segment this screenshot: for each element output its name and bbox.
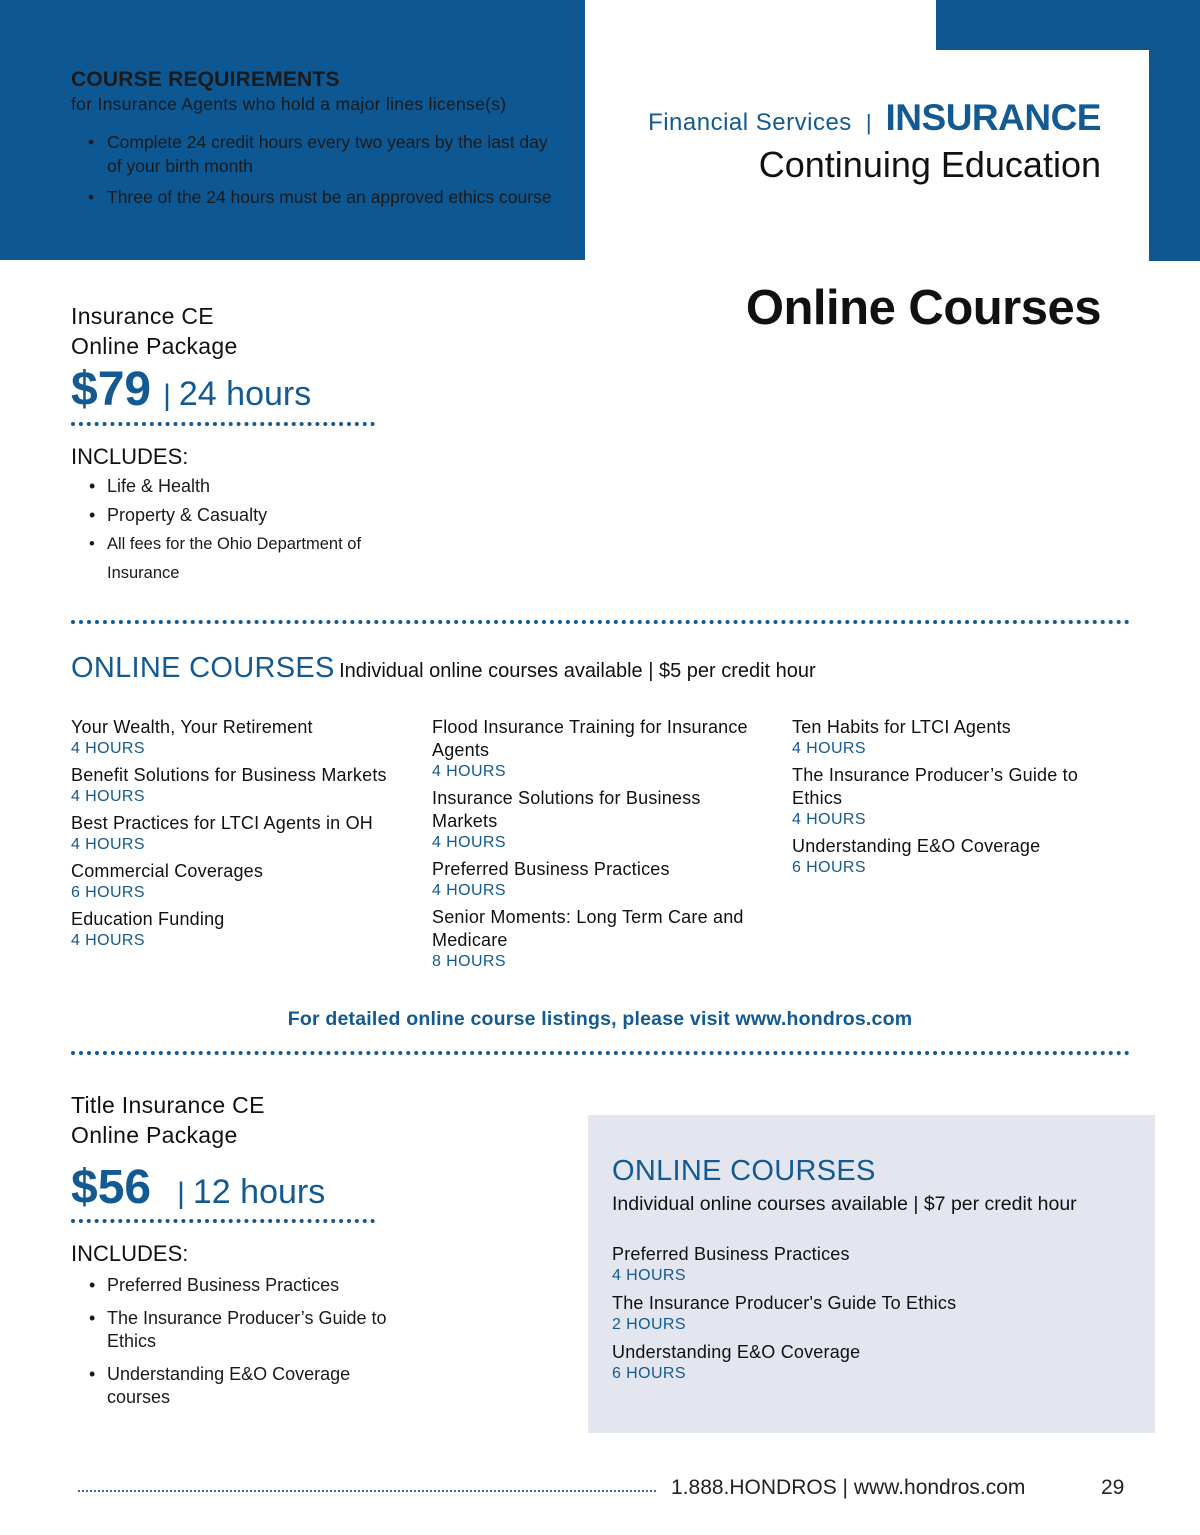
course-name: Senior Moments: Long Term Care and Medicare — [432, 907, 744, 950]
title-courses-heading: ONLINE COURSES — [612, 1155, 876, 1187]
package1-includes-list — [89, 472, 409, 588]
list-item: • Preferred Business Practices — [89, 1274, 389, 1297]
package1-price: $79 — [71, 363, 152, 416]
course-name: The Insurance Producer’s Guide to Ethics — [792, 765, 1079, 808]
requirements-list — [88, 130, 558, 216]
list-item — [432, 716, 752, 782]
package2-includes-list — [89, 1274, 389, 1419]
brand-line — [648, 97, 1101, 139]
course-hours: 8 HOURS — [432, 953, 506, 970]
list-item — [71, 860, 421, 903]
course-hours: 4 HOURS — [792, 740, 866, 757]
list-item: • All fees for the Ohio Department of — [89, 530, 409, 559]
course-hours: 4 HOURS — [432, 763, 506, 780]
list-item — [71, 764, 421, 807]
section-divider — [71, 1051, 1130, 1055]
list-item: • The Insurance Producer’s Guide to Ethics — [89, 1307, 389, 1353]
course-column-3 — [792, 716, 1112, 883]
list-item: • Understanding E&O Coverage courses — [89, 1363, 367, 1409]
corner-accent-top — [936, 0, 1200, 50]
course-name: Your Wealth, Your Retirement — [71, 717, 313, 737]
package2-price-separator: | — [177, 1177, 185, 1210]
package1-name-line1: Insurance CE — [71, 303, 214, 329]
course-hours: 4 HOURS — [612, 1267, 686, 1284]
course-name: Understanding E&O Coverage — [612, 1342, 861, 1362]
list-item — [71, 908, 421, 951]
title-courses-list — [612, 1243, 1132, 1390]
list-item: • Life & Health — [89, 472, 409, 501]
course-name: Preferred Business Practices — [432, 859, 670, 879]
package2-price-line — [71, 1160, 325, 1215]
package2-price: $56 — [71, 1161, 152, 1214]
course-name: Education Funding — [71, 909, 225, 929]
list-item-continuation: Insurance — [107, 564, 180, 582]
package1-divider — [71, 422, 375, 426]
package1-includes-label: INCLUDES: — [71, 444, 189, 469]
package2-hours: 12 hours — [192, 1173, 326, 1211]
requirement-item: • Complete 24 credit hours every two years by the last day of your birth month — [88, 130, 558, 178]
course-hours: 4 HOURS — [71, 788, 145, 805]
package2-includes-label: INCLUDES: — [71, 1241, 189, 1266]
package1-price-line — [71, 362, 311, 417]
footer-contact: 1.888.HONDROS | www.hondros.com — [671, 1476, 1026, 1499]
course-hours: 2 HOURS — [612, 1316, 686, 1333]
list-item: • Property & Casualty — [89, 501, 409, 530]
course-hours: 4 HOURS — [71, 836, 145, 853]
course-name: The Insurance Producer's Guide To Ethics — [612, 1293, 957, 1313]
course-column-2 — [432, 716, 752, 977]
package2-divider — [71, 1219, 375, 1223]
course-hours: 4 HOURS — [71, 740, 145, 757]
online-courses-subtitle: Individual online courses available | $5 per credit hour — [339, 660, 816, 682]
course-hours: 4 HOURS — [71, 932, 145, 949]
course-hours: 6 HOURS — [612, 1365, 686, 1382]
course-name: Benefit Solutions for Business Markets — [71, 765, 387, 785]
list-item — [432, 858, 752, 901]
package2-name-line2: Online Package — [71, 1122, 238, 1148]
list-item — [612, 1243, 1132, 1286]
course-hours: 6 HOURS — [71, 884, 145, 901]
package1-hours: 24 hours — [178, 375, 312, 413]
course-hours: 4 HOURS — [432, 882, 506, 899]
course-name: Flood Insurance Training for Insurance Agents — [432, 717, 748, 760]
footer-divider — [78, 1490, 656, 1492]
course-name: Insurance Solutions for Business Markets — [432, 788, 701, 831]
title-courses-subtitle: Individual online courses available | $7 per credit hour — [612, 1193, 1077, 1215]
course-column-1 — [71, 716, 421, 956]
list-item — [792, 764, 1112, 830]
list-item — [612, 1341, 1132, 1384]
package2-name-line1: Title Insurance CE — [71, 1092, 265, 1118]
list-item — [432, 906, 752, 972]
course-name: Best Practices for LTCI Agents in OH — [71, 813, 373, 833]
online-courses-heading — [71, 652, 816, 685]
brand-title: INSURANCE — [885, 97, 1101, 138]
list-item — [432, 787, 752, 853]
package1-price-separator: | — [163, 379, 171, 412]
list-item — [792, 716, 1112, 759]
course-name: Understanding E&O Coverage — [792, 836, 1041, 856]
category-label: Financial Services — [648, 109, 852, 136]
package1-name — [71, 301, 238, 361]
brand-separator: | — [865, 110, 872, 135]
page-number: 29 — [1101, 1476, 1125, 1499]
requirements-subtitle: for Insurance Agents who hold a major lines license(s) — [71, 94, 507, 114]
section-divider — [71, 620, 1130, 624]
page-title: Online Courses — [745, 281, 1101, 335]
list-item — [612, 1292, 1132, 1335]
package2-name — [71, 1090, 265, 1150]
brand-subtitle: Continuing Education — [758, 144, 1101, 185]
online-courses-title: ONLINE COURSES — [71, 652, 335, 684]
corner-accent-side — [1149, 50, 1200, 261]
requirement-item: • Three of the 24 hours must be an approved ethics course — [88, 185, 558, 209]
course-name: Commercial Coverages — [71, 861, 264, 881]
requirements-title: COURSE REQUIREMENTS — [71, 68, 340, 91]
course-hours: 4 HOURS — [432, 834, 506, 851]
list-item — [792, 835, 1112, 878]
course-hours: 4 HOURS — [792, 811, 866, 828]
package1-name-line2: Online Package — [71, 333, 238, 359]
list-item — [71, 812, 421, 855]
course-hours: 6 HOURS — [792, 859, 866, 876]
course-name: Preferred Business Practices — [612, 1244, 850, 1264]
visit-website-link[interactable]: For detailed online course listings, please visit www.hondros.com — [287, 1008, 913, 1030]
list-item — [71, 716, 421, 759]
course-name: Ten Habits for LTCI Agents — [792, 717, 1011, 737]
